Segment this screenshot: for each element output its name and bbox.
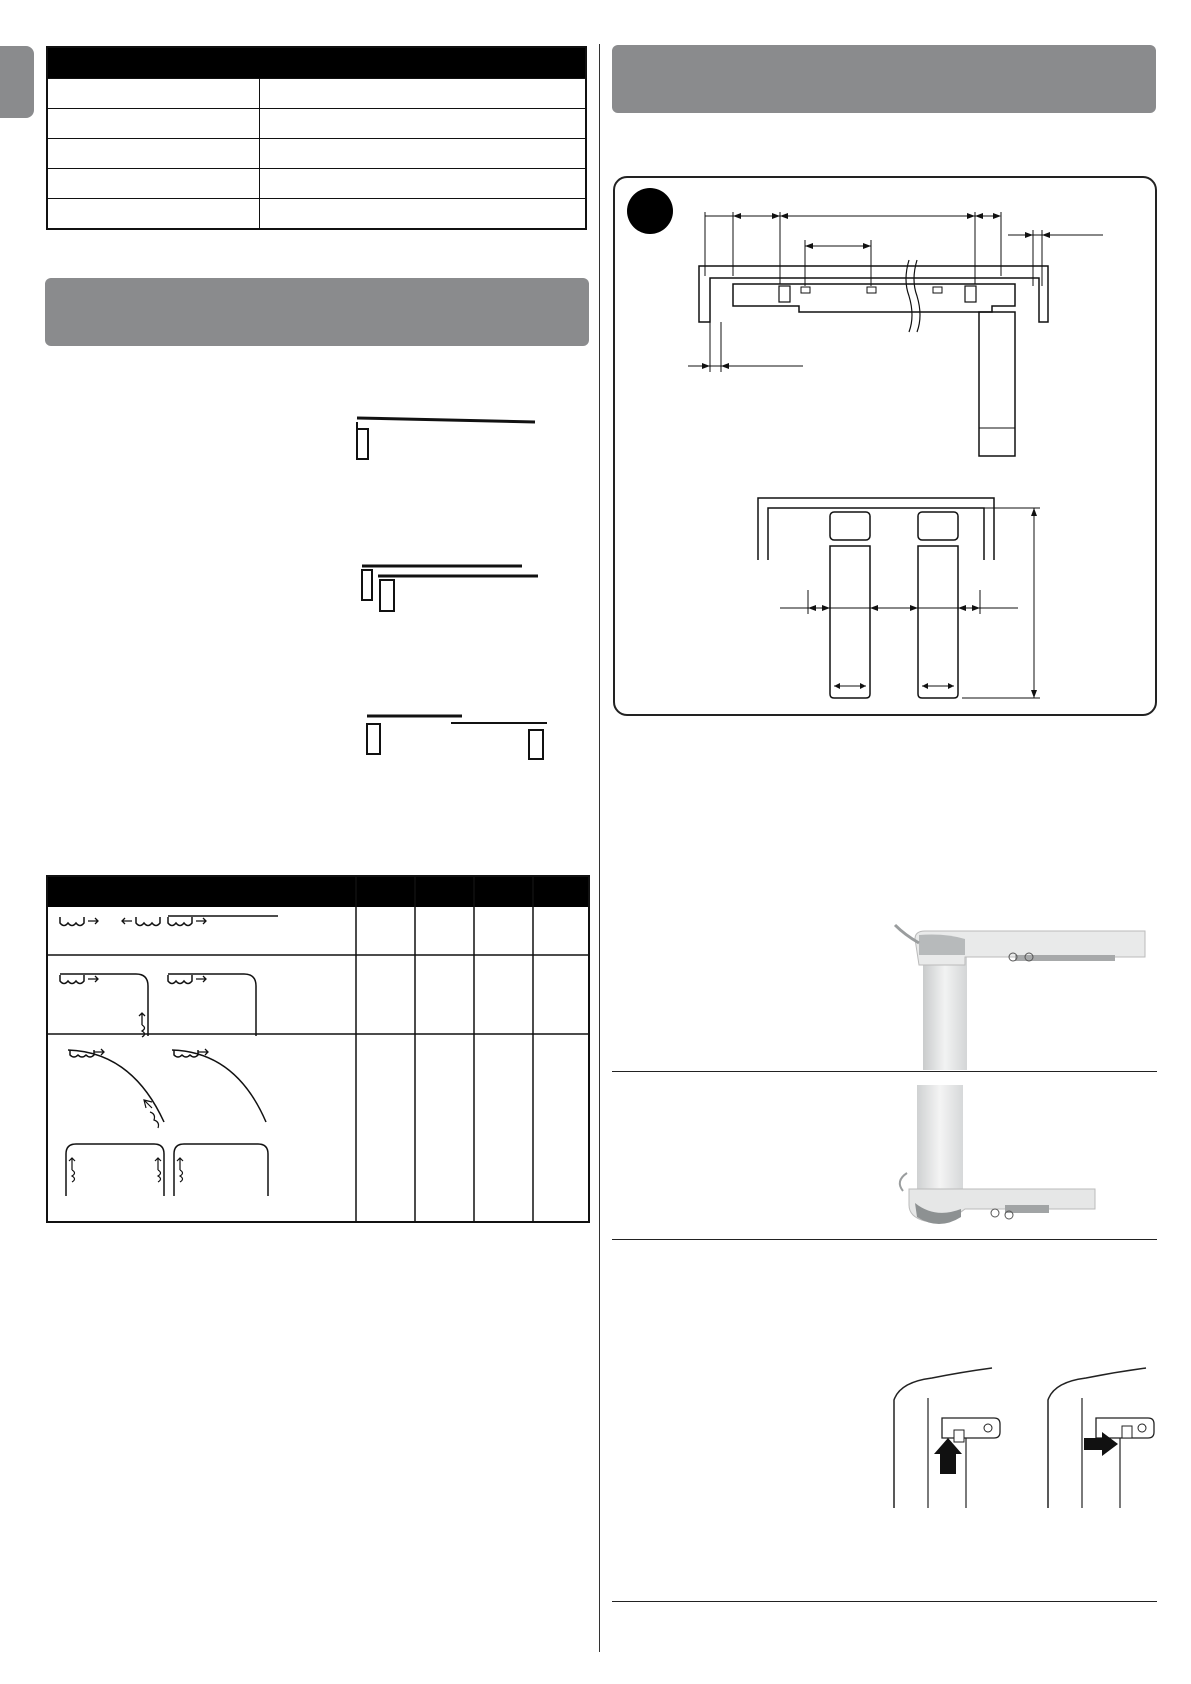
section-header (612, 45, 1156, 113)
table-row (47, 169, 586, 199)
table-row (47, 79, 586, 109)
front-view-dimension-drawing (750, 490, 1050, 710)
corner-track-icons (58, 971, 308, 1041)
straight-track-icons (58, 915, 308, 945)
divider-line (612, 1601, 1157, 1602)
table-row (47, 139, 586, 169)
language-tab (0, 46, 34, 118)
center-split-track-diagram (365, 712, 555, 762)
divider-line (612, 1239, 1157, 1240)
curved-track-icons (62, 1042, 312, 1212)
bracket-insert-up-illustration (892, 1368, 1032, 1508)
motor-photo-bottom (895, 1085, 1095, 1235)
bracket-slide-right-illustration (1046, 1368, 1186, 1508)
overlap-motor-track-diagram (358, 560, 548, 615)
motor-photo-top (895, 925, 1145, 1070)
section-header (45, 278, 589, 346)
divider-line (612, 1071, 1157, 1072)
configuration-table (46, 875, 590, 1223)
specs-table (46, 46, 587, 230)
column-divider (599, 44, 600, 1652)
table-row (47, 199, 586, 230)
single-motor-track-diagram (355, 418, 545, 463)
table-header-row (47, 47, 586, 79)
table-row (47, 109, 586, 139)
